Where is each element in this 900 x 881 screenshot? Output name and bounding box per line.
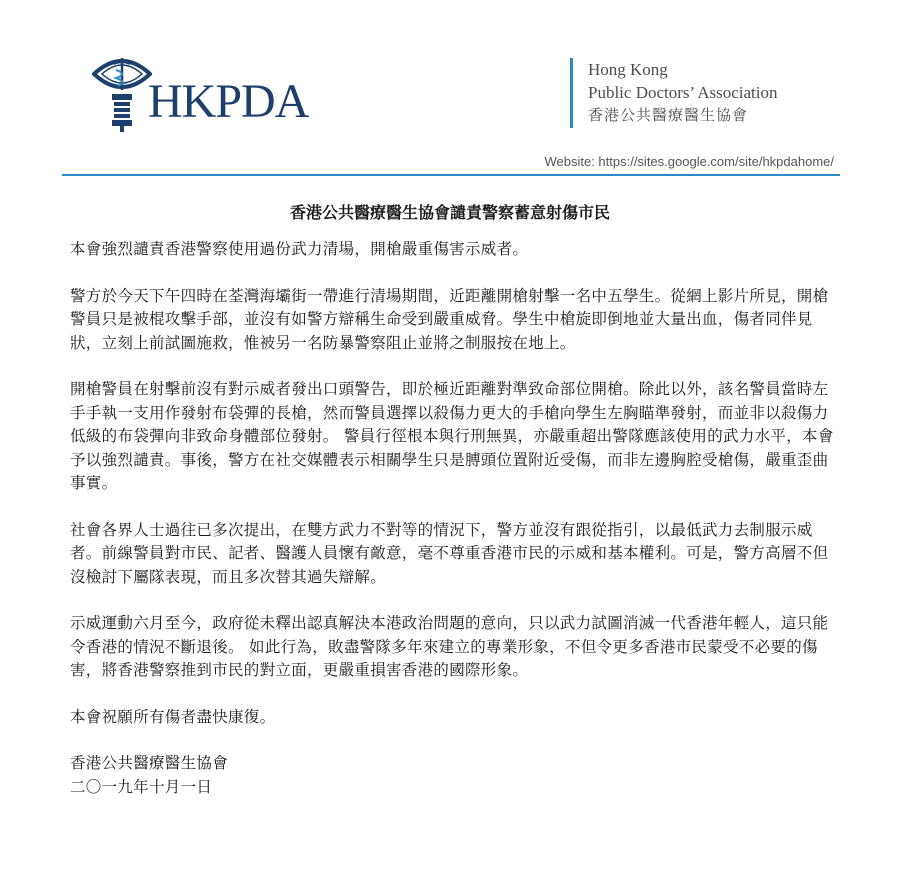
paragraph: 開槍警員在射擊前沒有對示威者發出口頭警告，即於極近距離對準致命部位開槍。除此以外，該名警員當時左手手執一支用作發射布袋彈的長槍，然而警員選擇以殺傷力更大的手槍向學生左胸瞄準發射，而並非以殺傷力低級的布袋彈向非致命身體部位發射。 警員行徑根本與行刑無異，亦嚴重超出警隊應該使用的武力水平，本會予以強烈譴責。事後，警方在社交媒體表示相關學生只是膊頭位置附近受傷，而非左邊胸腔受槍傷，嚴重歪曲事實。: [70, 380, 834, 492]
org-name-en-line1: Hong Kong: [588, 60, 668, 79]
paragraph: 警方於今天下午四時在荃灣海壩街一帶進行清場期間，近距離開槍射擊一名中五學生。從網上影片所見，開槍警員只是被棍攻擊手部，並沒有如警方辯稱生命受到嚴重威脅。學生中槍旋即倒地並大量出血，傷者同伴見狀，立刻上前試圖施救，惟被另一名防暴警察阻止並將之制服按在地上。: [70, 286, 829, 352]
header-divider: [570, 58, 573, 128]
organization-name-block: [588, 58, 778, 127]
org-name-zh: 香港公共醫療醫生協會: [588, 106, 749, 124]
statement-body: [70, 238, 840, 799]
org-name-en-line2: Public Doctors’ Association: [588, 83, 778, 102]
statement-title: 香港公共醫療醫生協會譴責警察蓄意射傷市民: [289, 203, 610, 222]
signoff-org: 香港公共醫療醫生協會: [70, 754, 229, 772]
website-line: Website: https://sites.google.com/site/hkpdahome/: [544, 154, 834, 169]
paragraph: 示威運動六月至今，政府從未釋出認真解決本港政治問題的意向，只以武力試圖消滅一代香港年輕人，這只能令香港的情況不斷退後。 如此行為，敗盡警隊多年來建立的專業形象，不但令更多香港市民蒙受不必要的傷害，將香港警察推到市民的對立面，更嚴重損害香港的國際形象。: [70, 614, 829, 679]
paragraph: 社會各界人士過往已多次提出，在雙方武力不對等的情況下，警方並沒有跟從指引，以最低武力去制服示威者。前線警員對市民、記者、醫護人員懷有敵意，毫不尊重香港市民的示威和基本權利。可是，警方高層不但沒檢討下屬隊表現，而且多次替其過失辯解。: [70, 520, 829, 586]
header-rule: [62, 174, 840, 176]
signoff-block: [70, 752, 840, 799]
hkpda-eye-caduceus-logo-icon: [92, 50, 152, 132]
paragraph: 本會強烈譴責香港警察使用過份武力清場，開槍嚴重傷害示威者。: [70, 240, 529, 258]
paragraph: 本會祝願所有傷者盡快康復。: [70, 707, 276, 726]
logo-wordmark: HKPDA: [148, 75, 309, 128]
signoff-date: 二〇一九年十月一日: [70, 777, 213, 796]
